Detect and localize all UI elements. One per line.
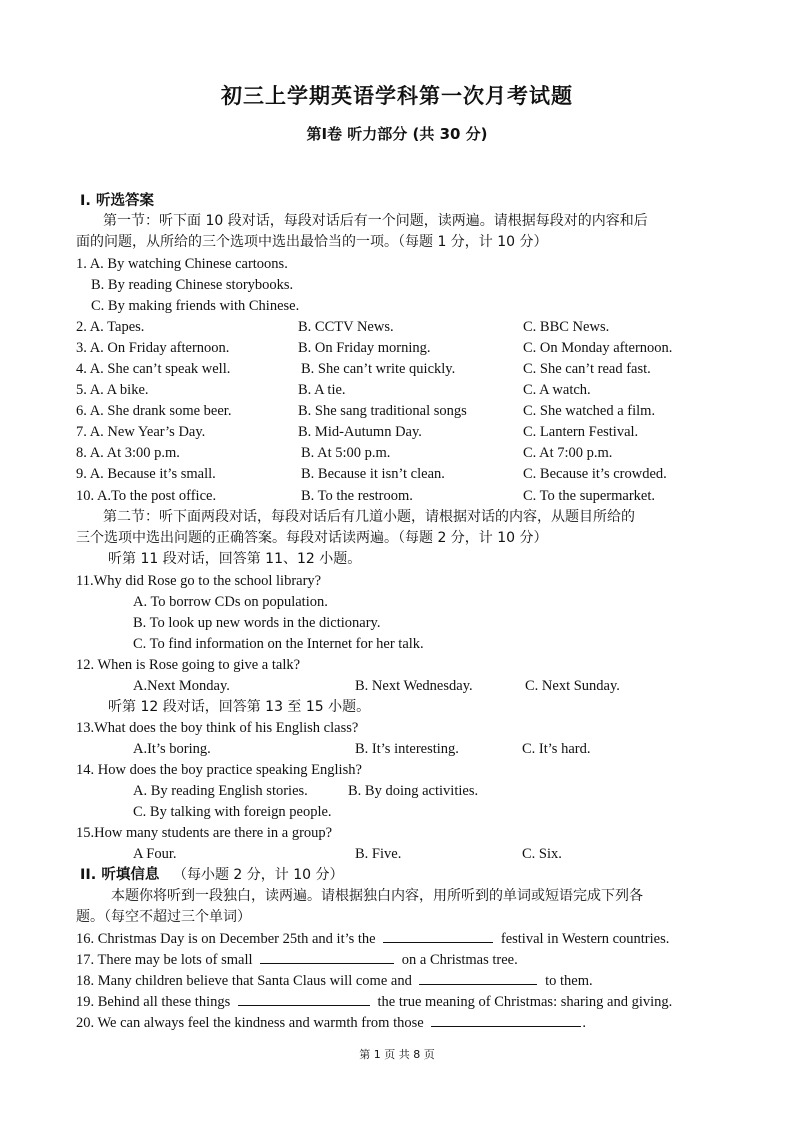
option-b: B. A tie.	[298, 382, 346, 398]
q19-text-after: the true meaning of Christmas: sharing and giving.	[377, 994, 673, 1010]
option-a: 6. A. She drank some beer.	[76, 403, 232, 419]
section2-heading-line	[80, 865, 344, 885]
q17	[76, 949, 518, 970]
q1-option-a: 1. A. By watching Chinese cartoons.	[76, 256, 288, 272]
option-a: 5. A. A bike.	[76, 382, 149, 398]
q16-text-after: festival in Western countries.	[500, 931, 670, 947]
page-subtitle: 第Ⅰ卷 听力部分 (共 30 分)	[306, 125, 488, 143]
option-b: B. CCTV News.	[298, 319, 394, 335]
section2-intro-line2: 题。（每空不超过三个单词）	[76, 909, 251, 925]
dialog12-instruction: 听第 12 段对话，回答第 13 至 15 小题。	[108, 699, 371, 715]
option-c: C. She watched a film.	[523, 403, 656, 419]
q15-stem: 15.How many students are there in a group?	[76, 825, 333, 841]
page-title: 初三上学期英语学科第一次月考试题	[221, 84, 573, 108]
option-a: 10. A.To the post office.	[76, 488, 217, 504]
option-c: C. On Monday afternoon.	[523, 340, 673, 356]
q17-text-before: 17. There may be lots of small	[76, 952, 253, 968]
option-a: 8. A. At 3:00 p.m.	[76, 445, 180, 461]
option-a: A.It’s boring.	[133, 741, 211, 757]
q20	[76, 1012, 586, 1033]
q14-option-c: C. By talking with foreign people.	[133, 804, 332, 820]
section1-heading: I. 听选答案	[80, 193, 154, 209]
option-c: C. She can’t read fast.	[523, 361, 651, 377]
q16-text-before: 16. Christmas Day is on December 25th and it’s the	[76, 931, 376, 947]
option-a: A. By reading English stories.	[133, 783, 308, 799]
option-c: C. A watch.	[523, 382, 591, 398]
option-b: B. Next Wednesday.	[355, 678, 473, 694]
option-c: C. At 7:00 p.m.	[523, 445, 613, 461]
section2-heading-note: （每小题 2 分，计 10 分）	[172, 867, 344, 883]
part2-intro-line1: 第二节：听下面两段对话，每段对话后有几道小题，请根据对话的内容，从题目所给的	[103, 509, 635, 525]
option-a: 4. A. She can’t speak well.	[76, 361, 231, 377]
q14-stem: 14. How does the boy practice speaking English?	[76, 762, 362, 778]
q11-option-a: A. To borrow CDs on population.	[133, 594, 328, 610]
part1-intro-line1: 第一节：听下面 10 段对话，每段对话后有一个问题，读两遍。请根据每段对的内容和后	[103, 213, 648, 229]
q17-text-after: on a Christmas tree.	[401, 952, 518, 968]
option-b: B. At 5:00 p.m.	[301, 445, 391, 461]
option-c: C. BBC News.	[523, 319, 610, 335]
option-a: 2. A. Tapes.	[76, 319, 145, 335]
option-c: C. Lantern Festival.	[523, 424, 639, 440]
q13-stem: 13.What does the boy think of his English class?	[76, 720, 359, 736]
q11-option-c: C. To find information on the Internet for her talk.	[133, 636, 424, 652]
q18-text-after: to them.	[545, 973, 593, 989]
section2-heading: II. 听填信息	[80, 867, 160, 883]
q18-text-before: 18. Many children believe that Santa Claus will come and	[76, 973, 412, 989]
option-a: 3. A. On Friday afternoon.	[76, 340, 230, 356]
option-c: C. Next Sunday.	[525, 678, 620, 694]
dialog11-instruction: 听第 11 段对话，回答第 11、12 小题。	[108, 551, 362, 567]
option-b: B. To the restroom.	[301, 488, 413, 504]
q19-text-before: 19. Behind all these things	[76, 994, 231, 1010]
q17-answer-blank[interactable]	[260, 949, 394, 964]
q1-option-b: B. By reading Chinese storybooks.	[91, 277, 294, 293]
q19-answer-blank[interactable]	[238, 991, 370, 1006]
option-a: A Four.	[133, 846, 177, 862]
q20-answer-blank[interactable]	[431, 1012, 581, 1027]
option-b: B. Mid-Autumn Day.	[298, 424, 422, 440]
option-a: A.Next Monday.	[133, 678, 230, 694]
q11-option-b: B. To look up new words in the dictionary.	[133, 615, 381, 631]
option-c: C. To the supermarket.	[523, 488, 656, 504]
option-b: B. She sang traditional songs	[298, 403, 467, 419]
q19	[76, 991, 672, 1012]
option-b: B. Because it isn’t clean.	[301, 466, 445, 482]
part2-intro-line2: 三个选项中选出问题的正确答案。每段对话读两遍。（每题 2 分，计 10 分）	[76, 530, 548, 546]
option-c: C. Six.	[522, 846, 562, 862]
option-a: 9. A. Because it’s small.	[76, 466, 216, 482]
q20-text-after: .	[582, 1015, 586, 1031]
q11-stem: 11.Why did Rose go to the school library?	[76, 573, 322, 589]
option-b: B. Five.	[355, 846, 402, 862]
section2-intro-line1: 本题你将听到一段独白，读两遍。请根据独白内容，用所听到的单词或短语完成下列各	[111, 888, 643, 904]
option-b: B. She can’t write quickly.	[301, 361, 456, 377]
part1-intro-line2: 面的问题，从所给的三个选项中选出最恰当的一项。（每题 1 分，计 10 分）	[76, 234, 548, 250]
q18	[76, 970, 593, 991]
option-a: 7. A. New Year’s Day.	[76, 424, 206, 440]
option-c: C. It’s hard.	[522, 741, 591, 757]
option-c: C. Because it’s crowded.	[523, 466, 667, 482]
option-b: B. It’s interesting.	[355, 741, 459, 757]
q16	[76, 928, 669, 949]
option-b: B. On Friday morning.	[298, 340, 431, 356]
q12-stem: 12. When is Rose going to give a talk?	[76, 657, 301, 673]
q18-answer-blank[interactable]	[419, 970, 537, 985]
q16-answer-blank[interactable]	[383, 928, 493, 943]
q1-option-c: C. By making friends with Chinese.	[91, 298, 300, 314]
q20-text-before: 20. We can always feel the kindness and warmth from those	[76, 1015, 424, 1031]
page-footer: 第 1 页 共 8 页	[359, 1048, 435, 1061]
option-b: B. By doing activities.	[348, 783, 479, 799]
